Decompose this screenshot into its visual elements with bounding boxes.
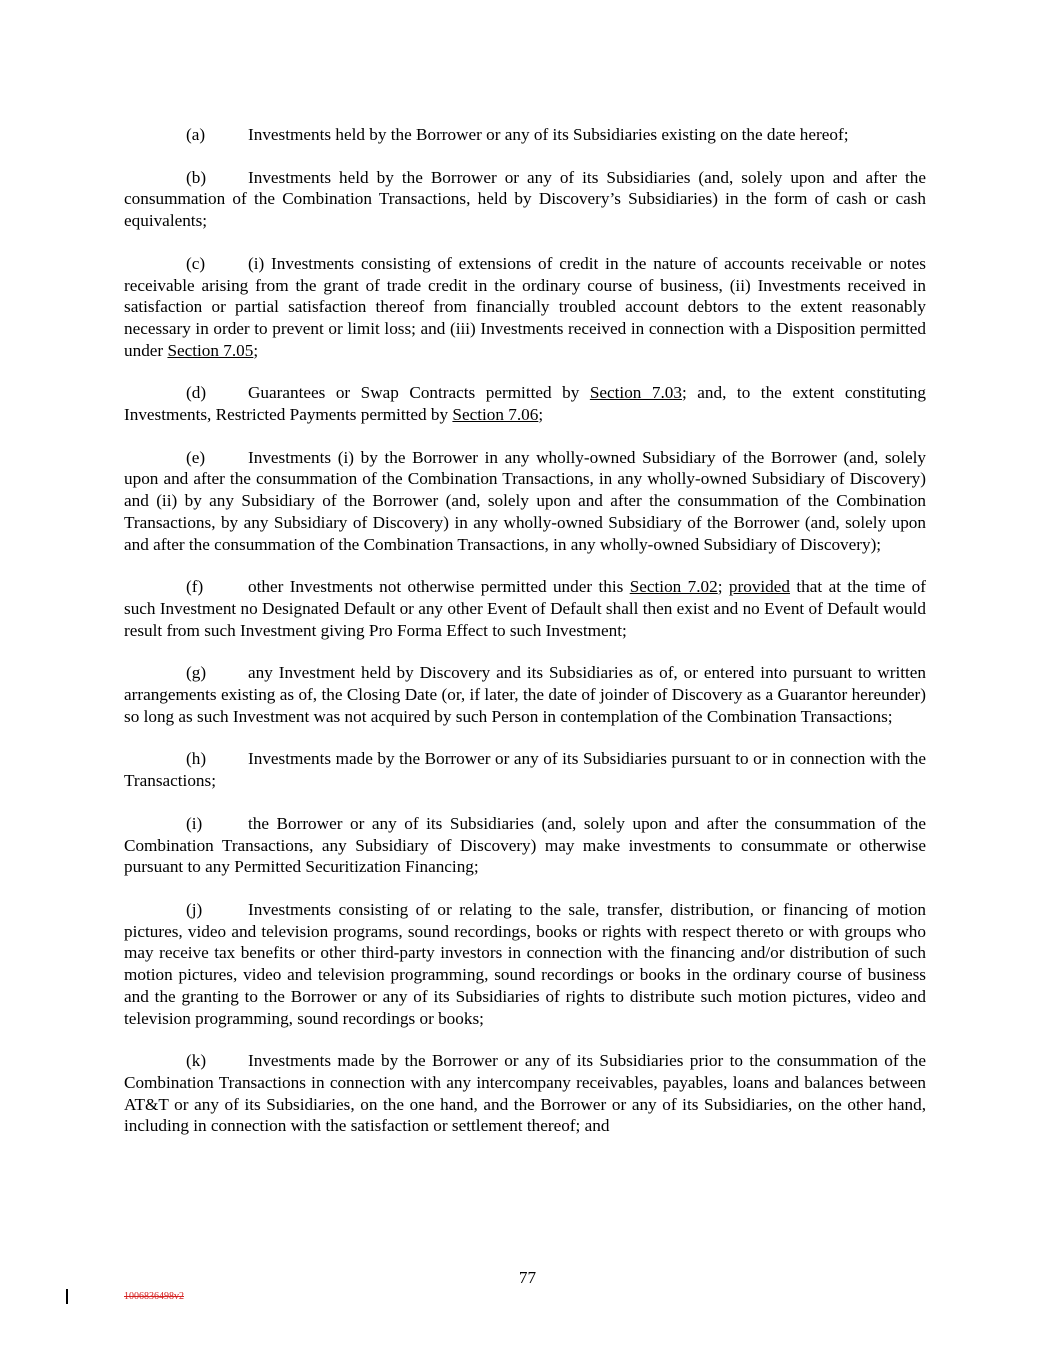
clause-text: Investments (i) by the Borrower in any wholly-owned Subsidiary of the Borrower (and, solely upon and after the consummation of the Combination Transactions, in any wholly-owned Subsidiary of Discovery) and (ii) by any Subsidiary of the Borrower (and, solely upon and after the consummation of the Combination Transactions, by any Subsidiary of Discovery) in any wholly-owned Subsidiary of the Borrower (and, solely upon and after the consummation of the Combination Transactions, in any wholly-owned Subsidiary of Discovery);	[124, 447, 926, 554]
clause-text: (i) Investments consisting of extensions of credit in the nature of accounts receivable or notes receivable arising from the grant of trade credit in the ordinary course of business, (ii) Investments received in satisfaction or partial satisfaction thereof from financially troubled account debtors to the extent reasonably necessary in order to prevent or limit loss; and (iii) Investments received in connection with a Disposition permitted under	[124, 253, 926, 360]
clause-a	[124, 124, 926, 146]
clause-text: Investments made by the Borrower or any of its Subsidiaries pursuant to or in connection with the Transactions;	[124, 749, 926, 791]
clause-b	[124, 167, 926, 232]
clause-i	[124, 813, 926, 878]
clause-text: Investments held by the Borrower or any of its Subsidiaries (and, solely upon and after the consummation of the Combination Transactions, held by Discovery’s Subsidiaries) in the form of cash or cash equivalents;	[124, 167, 926, 231]
clause-label: (b)	[186, 167, 207, 187]
clause-text: Investments made by the Borrower or any of its Subsidiaries prior to the consummation of the Combination Transactions in connection with any intercompany receivables, payables, loans and balances between AT&T or any of its Subsidiaries, on the one hand, and the Borrower or any of its Subsidiaries, on the other hand, including in connection with the satisfaction or settlement thereof; and	[124, 1051, 926, 1136]
clause-label: (k)	[186, 1051, 207, 1071]
clause-label: (f)	[186, 577, 204, 597]
clause-text: ;	[253, 340, 259, 360]
clause-text: Investments consisting of or relating to the sale, transfer, distribution, or financing of motion pictures, video and television programs, sound recordings, books or rights with respect thereto or with groups who may receive tax benefits or other third-party investors in connection with the financing and/or distribution of such motion pictures, video and television programming, sound recordings or books in the ordinary course of business and the granting to the Borrower or any of its Subsidiaries of rights to distribute such motion pictures, video and television programming, sound recordings or books;	[124, 899, 926, 1028]
clause-text: Investments held by the Borrower or any of its Subsidiaries existing on the date hereof;	[248, 125, 849, 144]
section-reference: Section 7.05	[167, 340, 254, 360]
clause-text: the Borrower or any of its Subsidiaries (and, solely upon and after the consummation of the Combination Transactions, any Subsidiary of Discovery) may make investments to consummate or otherwise pursuant to any Permitted Securitization Financing;	[124, 813, 926, 877]
section-reference: Section 7.06	[452, 405, 539, 425]
clause-text: ;	[538, 405, 544, 425]
section-reference: Section 7.02	[629, 577, 718, 597]
clause-j	[124, 899, 926, 1029]
document-body	[124, 124, 926, 1158]
clause-f	[124, 576, 926, 641]
clause-k	[124, 1050, 926, 1137]
clause-text: any Investment held by Discovery and its Subsidiaries as of, or entered into pursuant to written arrangements existing as of, the Closing Date (or, if later, the date of joinder of Discovery as a Guarantor hereunder) so long as such Investment was not acquired by such Person in contemplation of the Combination Transactions;	[124, 663, 926, 726]
clause-text: that at the time of such Investment no Designated Default or any other Event of Default shall then exist and no Event of Default would result from such Investment giving Pro Forma Effect to such Investment;	[124, 577, 926, 640]
clause-label: (i)	[186, 813, 203, 833]
clause-label: (c)	[186, 253, 206, 273]
clause-label: (j)	[186, 899, 203, 919]
section-reference: Section 7.03	[589, 383, 682, 403]
clause-label: (a)	[186, 125, 206, 144]
clause-text: Guarantees or Swap Contracts permitted by	[248, 383, 590, 403]
document-id: 1006836498v2	[124, 1291, 184, 1302]
clause-label: (h)	[186, 749, 207, 769]
clause-d	[124, 382, 926, 425]
page-number: 77	[518, 1268, 537, 1287]
clause-text: ;	[717, 577, 729, 597]
clause-text: ; and, to the extent constituting Investments, Restricted Payments permitted by	[124, 383, 926, 425]
clause-c	[124, 253, 926, 362]
clause-g	[124, 662, 926, 727]
clause-e	[124, 447, 926, 556]
change-bar	[66, 1289, 68, 1304]
clause-label: (d)	[186, 383, 207, 403]
clause-label: (e)	[186, 447, 206, 467]
clause-h	[124, 748, 926, 791]
clause-label: (g)	[186, 663, 207, 683]
clause-text: other Investments not otherwise permitted under this	[248, 577, 630, 597]
provided-term: provided	[728, 577, 791, 597]
